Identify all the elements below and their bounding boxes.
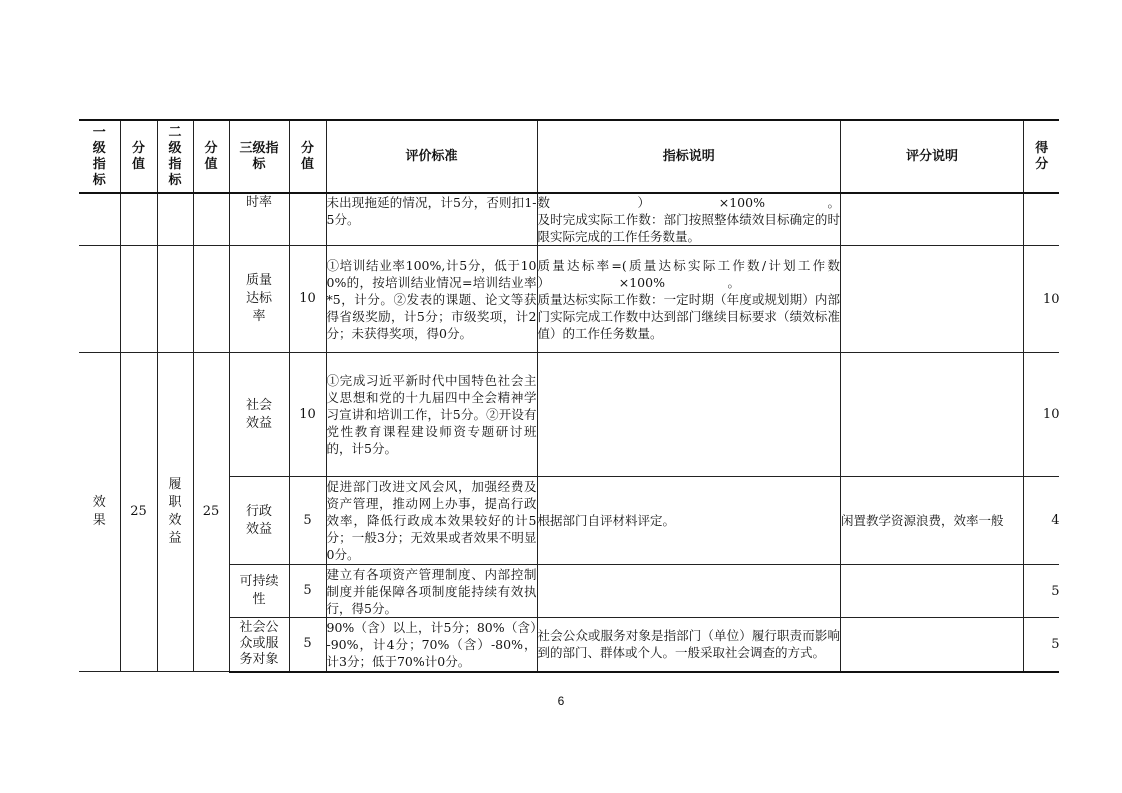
table-row-timeliness xyxy=(79,193,1059,246)
level1-effect: 效果 xyxy=(79,353,120,672)
explanation-text: 根据部门自评材料评定。 xyxy=(537,477,840,565)
level3-name: 社会效益 xyxy=(229,353,289,477)
level3-score: 5 xyxy=(289,618,326,672)
result-score: 10 xyxy=(1023,353,1059,477)
level2-performance-benefit: 履职效益 xyxy=(157,353,193,672)
score1-cell-empty xyxy=(120,193,157,246)
explanation-line1: 质量达标率=(质量达标实际工作数/计划工作数 ） ×100% 。 xyxy=(537,257,915,290)
header-result: 得分 xyxy=(1023,120,1059,193)
score2-cell-empty xyxy=(193,193,229,246)
score1-effect: 25 xyxy=(120,353,157,672)
scoring-note xyxy=(840,353,1023,477)
explanation-line2: 质量达标实际工作数：一定时期（年度或规划期）内部门实际完成工作数中达到部门继续目标要求（绩效标准值）的工作任务数量。 xyxy=(537,291,840,341)
score2-cell-empty xyxy=(193,246,229,353)
header-scoring-note: 评分说明 xyxy=(840,120,1023,193)
criteria-text: 90%（含）以上，计5分；80%（含）-90%，计4分；70%（含）-80%，计3分；低于70%计0分。 xyxy=(326,618,537,672)
explanation-text xyxy=(537,193,840,246)
header-row xyxy=(79,120,1059,193)
header-score2: 分值 xyxy=(193,120,229,193)
criteria-text: 促进部门改进文风会风，加强经费及资产管理，推动网上办事，提高行政效率，降低行政成本效果较好的计5分；一般3分；无效果或者效果不明显0分。 xyxy=(326,477,537,565)
table-row-quality xyxy=(79,246,1059,353)
evaluation-table xyxy=(79,119,1059,673)
scoring-note xyxy=(840,618,1023,672)
level3-score: 10 xyxy=(289,246,326,353)
explanation-text xyxy=(537,565,840,618)
page-number: 6 xyxy=(557,694,565,708)
level1-cell-empty xyxy=(79,246,120,353)
level3-score: 10 xyxy=(289,353,326,477)
header-score3: 分值 xyxy=(289,120,326,193)
level3-name: 质量达标率 xyxy=(229,246,289,353)
scoring-note: 闲置教学资源浪费，效率一般 xyxy=(840,477,1023,565)
score2-performance-benefit: 25 xyxy=(193,353,229,672)
level3-name: 时率 xyxy=(229,193,289,246)
criteria-text: ①培训结业率100%,计5分，低于100%的，按培训结业情况=培训结业率*5，计分。②发表的课题、论文等获得省级奖励，计5分；市级奖项，计2分；未获得奖项，得0分。 xyxy=(326,246,537,353)
result-score: 5 xyxy=(1023,565,1059,618)
criteria-text: 未出现拖延的情况，计5分，否则扣1-5分。 xyxy=(326,193,537,246)
result-score: 5 xyxy=(1023,618,1059,672)
explanation-text xyxy=(537,246,915,353)
level2-cell-empty xyxy=(157,246,193,353)
result-score: 4 xyxy=(1023,477,1059,565)
level2-cell-empty xyxy=(157,193,193,246)
level1-cell-empty xyxy=(79,193,120,246)
level3-score: 5 xyxy=(289,565,326,618)
scoring-note xyxy=(840,193,1023,246)
header-explanation: 指标说明 xyxy=(537,120,840,193)
level3-score: 5 xyxy=(289,477,326,565)
explanation-text: 社会公众或服务对象是指部门（单位）履行职责而影响到的部门、群体或个人。一般采取社会调查的方式。 xyxy=(537,618,840,672)
header-score1: 分值 xyxy=(120,120,157,193)
score1-cell-empty xyxy=(120,246,157,353)
level3-score xyxy=(289,193,326,246)
header-level2: 二级指标 xyxy=(157,120,193,193)
result-score: 10 xyxy=(1023,246,1059,353)
criteria-text: ①完成习近平新时代中国特色社会主义思想和党的十九届四中全会精神学习宣讲和培训工作，计5分。②开设有党性教育课程建设师资专题研讨班的，计5分。 xyxy=(326,353,537,477)
result-score xyxy=(1023,193,1059,246)
header-level3: 三级指标 xyxy=(229,120,289,193)
level3-name: 可持续性 xyxy=(229,565,289,618)
explanation-line1: 数 ） ×100% 。 xyxy=(537,195,840,210)
explanation-line2: 及时完成实际工作数：部门按照整体绩效目标确定的时限实际完成的工作任务数量。 xyxy=(537,212,840,244)
header-criteria: 评价标准 xyxy=(326,120,537,193)
level3-name: 行政效益 xyxy=(229,477,289,565)
criteria-text: 建立有各项资产管理制度、内部控制制度并能保障各项制度能持续有效执行，得5分。 xyxy=(326,566,537,616)
header-level1: 一级指标 xyxy=(79,120,120,193)
scoring-note xyxy=(840,565,1023,618)
table-row-social-benefit xyxy=(79,353,1059,477)
explanation-text xyxy=(537,353,840,477)
level3-name: 社会公众或服务对象 xyxy=(229,618,289,672)
